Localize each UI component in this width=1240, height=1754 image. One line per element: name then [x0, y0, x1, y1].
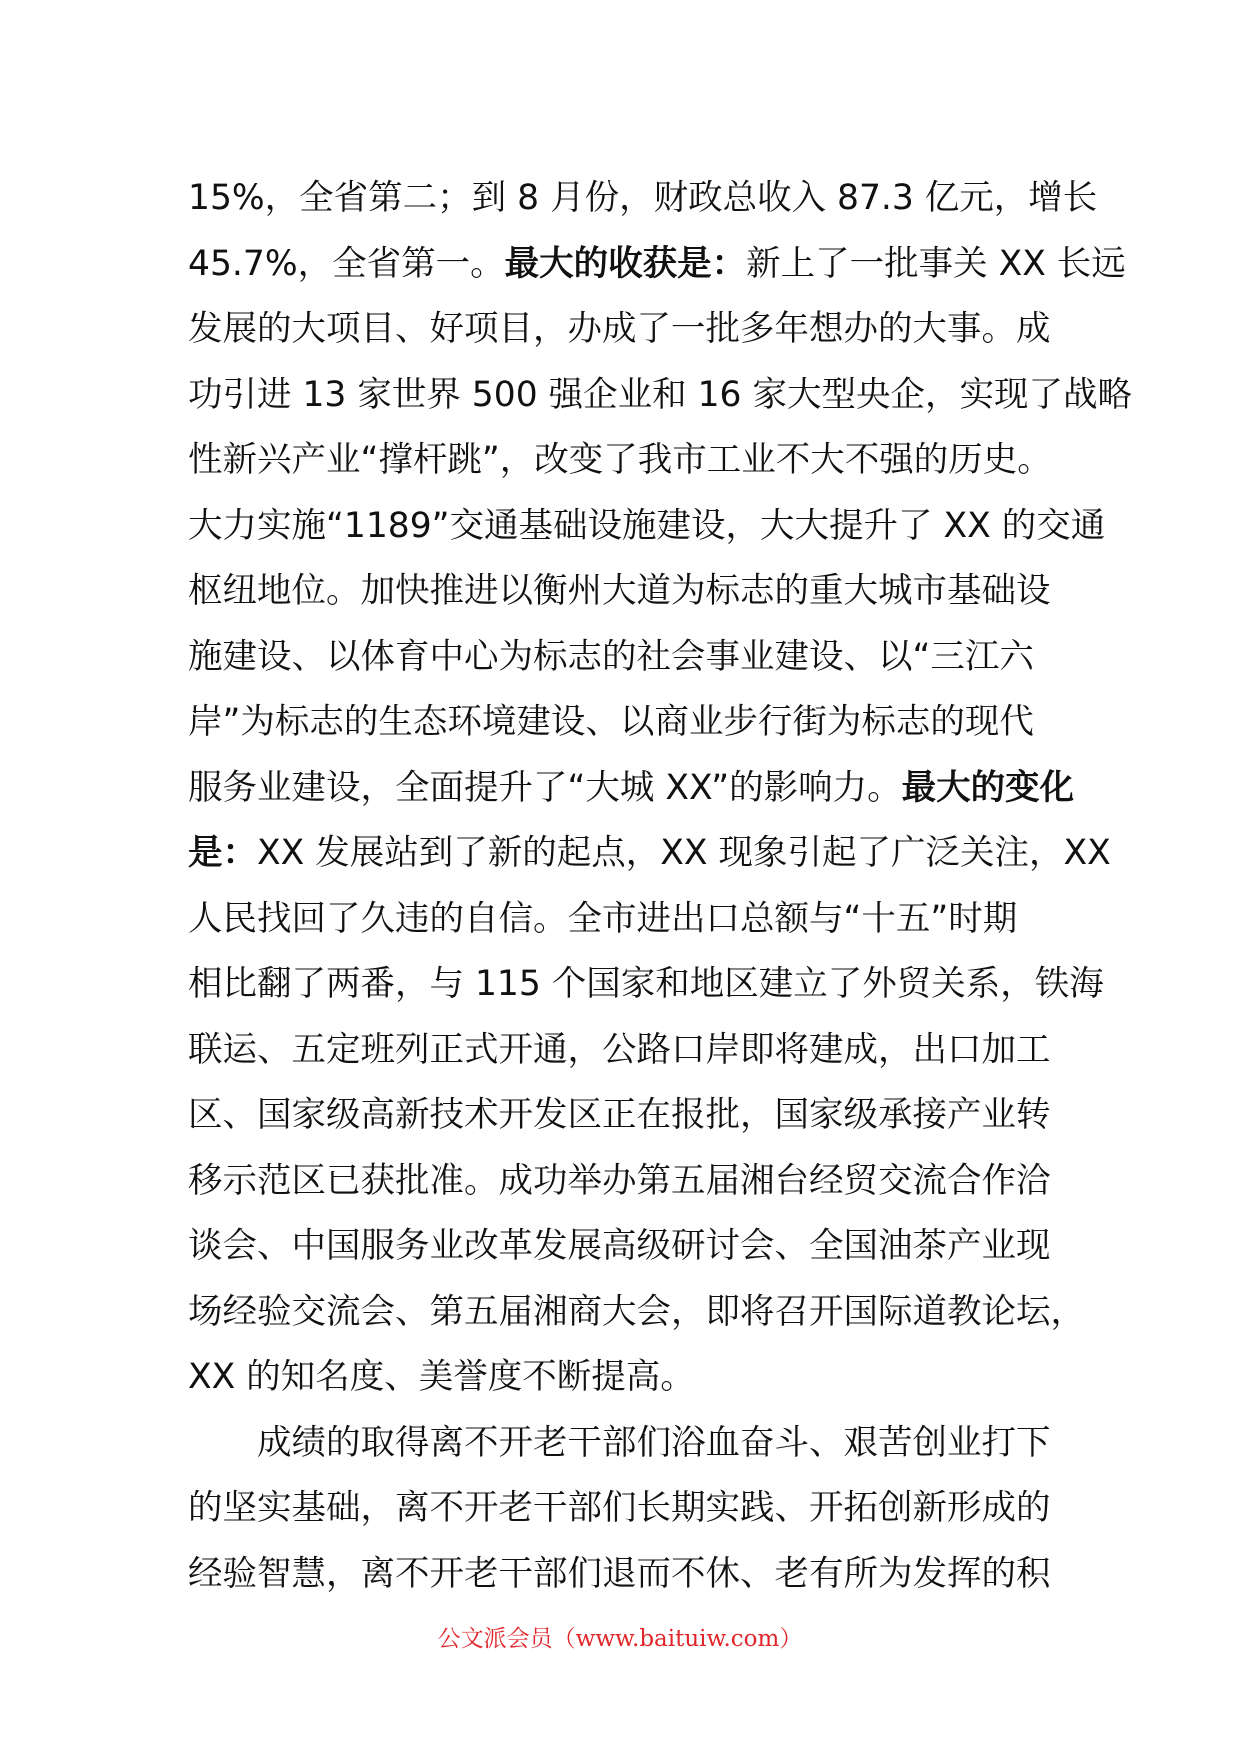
text-line [188, 559, 1064, 625]
footer-watermark: 公文派会员（www.baituiw.com） [437, 1626, 803, 1652]
text-line [188, 1018, 1064, 1084]
text-line [188, 1411, 1064, 1477]
text-line [188, 1542, 1064, 1608]
text-line [188, 1476, 1064, 1542]
text-line [188, 821, 1111, 887]
text-run: 成绩的取得离不开老干部们浴血奋斗、艰苦创业打下 [257, 1422, 1051, 1463]
text-line [188, 166, 1098, 232]
text-run: 的坚实基础，离不开老干部们长期实践、开拓创新形成的 [188, 1488, 1051, 1528]
text-line [188, 428, 1064, 494]
text-run: 经验智慧，离不开老干部们退而不休、老有所为发挥的积 [188, 1553, 1051, 1594]
text-line [188, 1083, 1064, 1149]
text-run: 谈会、中国服务业改革发展高级研讨会、全国油茶产业现 [188, 1226, 1051, 1266]
text-line [188, 952, 1104, 1018]
text-line [188, 625, 1064, 691]
text-run: 大力实施“1189”交通基础设施建设，大大提升了 XX 的交通 [188, 505, 1106, 546]
bold-text-run: 是： [188, 833, 257, 873]
text-run: 移示范区已获批准。成功举办第五届湘台经贸交流合作洽 [188, 1160, 1051, 1201]
bold-text-run: 最大的变化 [901, 767, 1075, 808]
text-run: XX 发展站到了新的起点，XX 现象引起了广泛关注，XX [257, 833, 1111, 873]
bold-text-run: 最大的收获是： [504, 243, 747, 284]
text-run: 功引进 13 家世界 500 强企业和 16 家大型央企，实现了战略 [188, 374, 1132, 415]
text-line [188, 756, 1075, 822]
text-run: 45.7%，全省第一。 [188, 243, 505, 284]
text-run: 新上了一批事关 XX 长远 [746, 243, 1126, 284]
text-run: 人民找回了久违的自信。全市进出口总额与“十五”时期 [188, 898, 1018, 939]
text-run: XX 的知名度、美誉度不断提高。 [188, 1357, 695, 1397]
text-line [188, 1149, 1064, 1215]
text-run: 岸”为标志的生态环境建设、以商业步行街为标志的现代 [188, 702, 1034, 742]
text-line [188, 1280, 1085, 1346]
text-line [188, 494, 1106, 560]
text-line [188, 690, 1064, 756]
text-run: 性新兴产业“撑杆跳”，改变了我市工业不大不强的历史。 [188, 440, 1052, 480]
body-text [188, 166, 1132, 1607]
text-line [188, 1214, 1064, 1280]
text-run: 相比翻了两番，与 115 个国家和地区建立了外贸关系，铁海 [188, 964, 1104, 1004]
text-run: 枢纽地位。加快推进以衡州大道为标志的重大城市基础设 [188, 571, 1051, 611]
text-run: 区、国家级高新技术开发区正在报批，国家级承接产业转 [188, 1095, 1051, 1135]
text-line [188, 1345, 1064, 1411]
text-run: 施建设、以体育中心为标志的社会事业建设、以“三江六 [188, 636, 1034, 677]
text-line [188, 887, 1064, 953]
text-run: 15%，全省第二；到 8 月份，财政总收入 87.3 亿元，增长 [188, 178, 1098, 218]
text-line [188, 297, 1064, 363]
text-line [188, 232, 1126, 298]
text-run: 服务业建设，全面提升了“大城 XX”的影响力。 [188, 767, 902, 808]
text-run: 联运、五定班列正式开通，公路口岸即将建成，出口加工 [188, 1029, 1051, 1070]
text-run: 发展的大项目、好项目，办成了一批多年想办的大事。成 [188, 309, 1051, 349]
text-run: 场经验交流会、第五届湘商大会，即将召开国际道教论坛， [188, 1291, 1085, 1332]
text-line [188, 363, 1132, 429]
